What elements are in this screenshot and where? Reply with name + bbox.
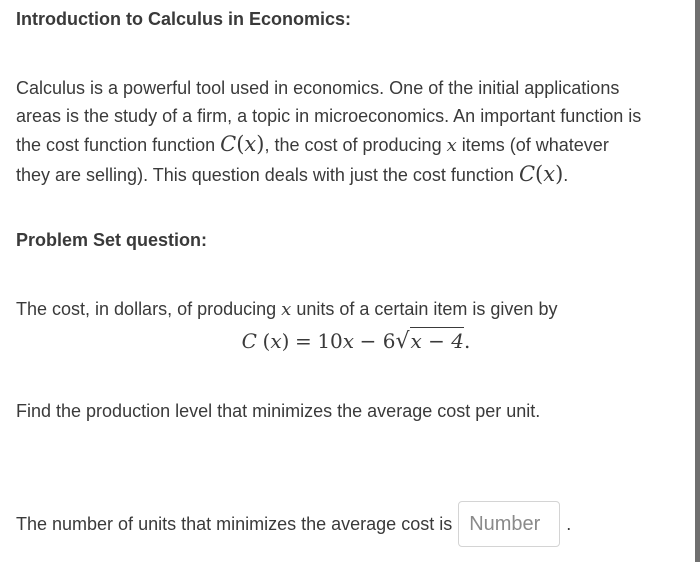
formula-x: x: [342, 329, 355, 353]
intro-line-3-text-a: the cost function function: [16, 135, 216, 155]
intro-line-4-period: .: [563, 165, 569, 185]
formula-equals: =: [295, 329, 312, 353]
formula-minus-six: − 6: [359, 329, 396, 353]
scrollbar[interactable]: [695, 0, 700, 562]
answer-row: [16, 500, 571, 548]
intro-line-3-text-b: , the cost of producing: [264, 135, 442, 155]
cost-function-symbol: C(x): [220, 132, 265, 156]
formula-ten: 10: [317, 329, 343, 353]
formula-period: .: [463, 329, 471, 353]
find-instruction: Find the production level that minimizes the average cost per unit.: [16, 401, 541, 421]
cost-statement: [16, 295, 557, 324]
intro-line-2: areas is the study of a firm, a topic in microeconomics. An important function is: [16, 106, 642, 126]
formula-x: x: [270, 329, 282, 353]
cost-formula: [0, 326, 689, 357]
formula-paren-close: ): [281, 329, 290, 353]
problem-heading: Problem Set question:: [16, 230, 208, 250]
answer-label: The number of units that minimizes the average cost is: [16, 513, 453, 534]
variable-x: x: [446, 135, 457, 156]
square-root: [395, 326, 464, 357]
intro-paragraph: [16, 74, 689, 189]
answer-period: .: [566, 513, 572, 534]
formula-paren-open: (: [262, 329, 271, 353]
variable-x: x: [281, 299, 292, 320]
intro-line-3-text-c: items (of whatever: [461, 135, 609, 155]
cost-function-symbol: C(x): [518, 162, 564, 186]
cost-statement-text-a: The cost, in dollars, of producing: [16, 299, 277, 319]
intro-line-4-text-a: they are selling). This question deals with just the cost function: [16, 165, 514, 185]
formula-C: C: [241, 329, 257, 353]
intro-line-1: Calculus is a powerful tool used in economics. One of the initial applications: [16, 78, 620, 98]
formula-radicand: x − 4: [410, 329, 464, 353]
intro-heading: Introduction to Calculus in Economics:: [16, 9, 352, 29]
answer-number-input[interactable]: [458, 501, 560, 547]
cost-statement-text-b: units of a certain item is given by: [296, 299, 558, 319]
intro-line-4: [16, 160, 689, 189]
intro-line-3: [16, 130, 689, 160]
radical-sign-icon: √: [395, 329, 410, 354]
